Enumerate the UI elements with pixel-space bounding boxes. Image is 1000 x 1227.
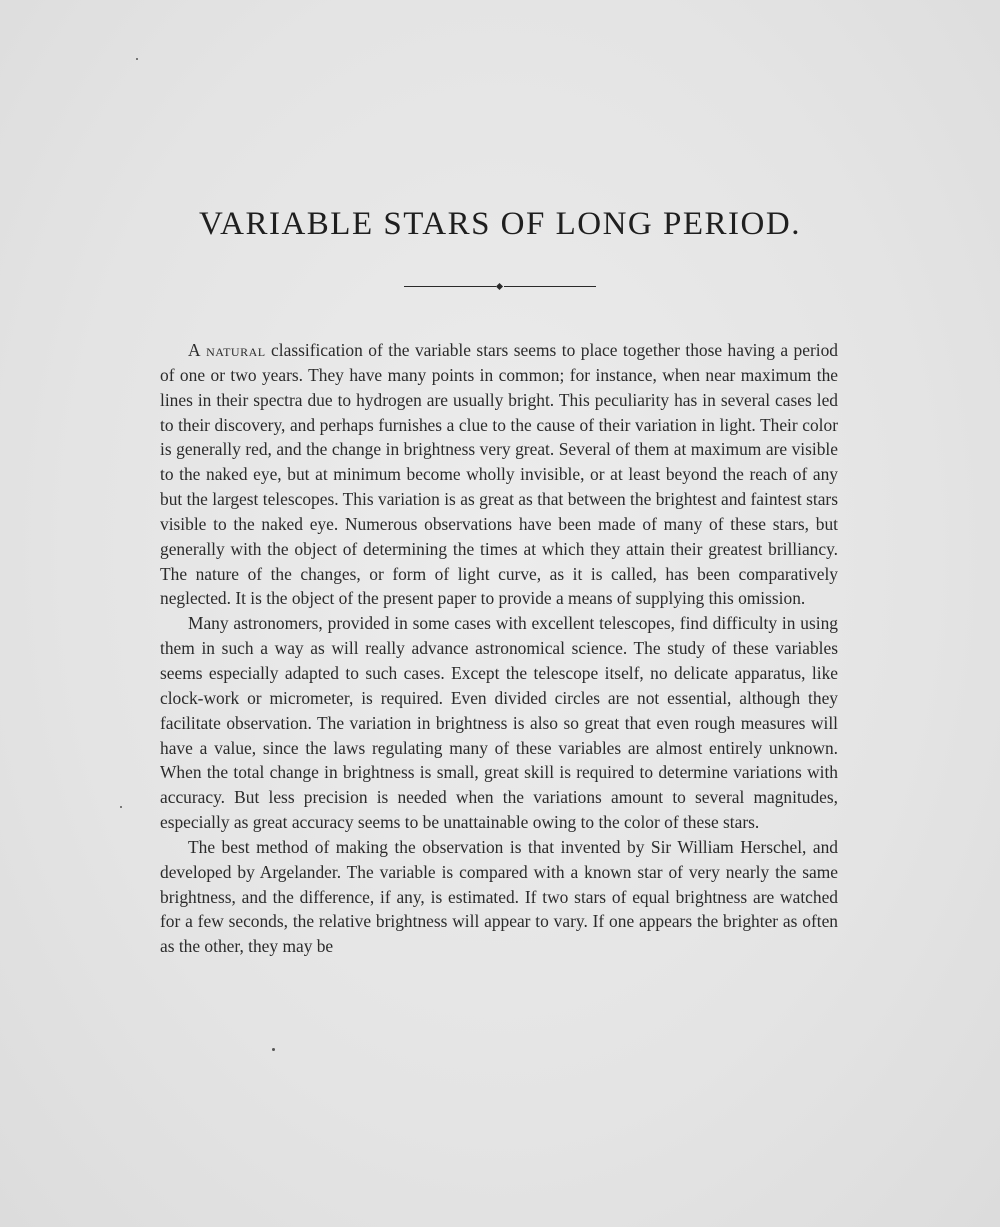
paper-speck (272, 1048, 275, 1051)
diamond-ornament-icon (496, 283, 503, 290)
paragraph-lead: A natural (188, 340, 266, 360)
paragraph-text: The best method of making the observation is that invented by Sir William Herschel, and developed by Argelander. The variable is compared with a known star of very nearly the same brightness, and the difference, if any, is estimated. If two stars of equal brightness are watched for a few seconds, the relative brightness will appear to vary. If one appears the brighter as often as the other, they may be (160, 836, 838, 957)
page-title: VARIABLE STARS OF LONG PERIOD. (199, 206, 801, 242)
paragraph-text: classification of the variable stars seems to place together those having a period of one or two years. They have many points in common; for instance, when near maximum the lines in their spectra due to hydrogen are usually bright. This peculiarity has in several cases led to their discovery, and perhaps furnishes a clue to the cause of their variation in light. Their color is generally red, and the change in brightness very great. Several of them at maximum are visible to the naked eye, but at minimum become wholly invisible, or at least beyond the reach of any but the largest telescopes. This variation is as great as that between the brightest and faintest stars visible to the naked eye. Numerous observations have been made of many of these stars, but generally with the object of determining the times at which they attain their greatest brilliancy. The nature of the changes, or form of light curve, as it is called, has been comparatively neglected. It is the object of the present paper to provide a means of supplying this omission. (160, 340, 838, 609)
body-text (160, 338, 838, 959)
paragraph-2 (160, 611, 838, 835)
paper-speck (120, 806, 122, 808)
ornament-rule-left (404, 286, 496, 287)
paper-speck (136, 58, 138, 60)
ornament-rule-right (504, 286, 596, 287)
paragraph-text: Many astronomers, provided in some cases with excellent telescopes, find difficulty in using them in such a way as will really advance astronomical science. The study of these variables seems especially adapted to such cases. Except the telescope itself, no delicate apparatus, like clock-work or micrometer, is required. Even divided circles are not essential, although they facilitate observation. The variation in brightness is also so great that even rough measures will have a value, since the laws regulating many of these variables are almost entirely unknown. When the total change in brightness is small, great skill is required to determine variations with accuracy. But less precision is needed when the variations amount to several magnitudes, especially as great accuracy seems to be unattainable owing to the color of these stars. (160, 613, 838, 833)
paragraph-1 (160, 338, 838, 611)
title-ornament (404, 282, 596, 292)
paragraph-3 (160, 835, 838, 959)
